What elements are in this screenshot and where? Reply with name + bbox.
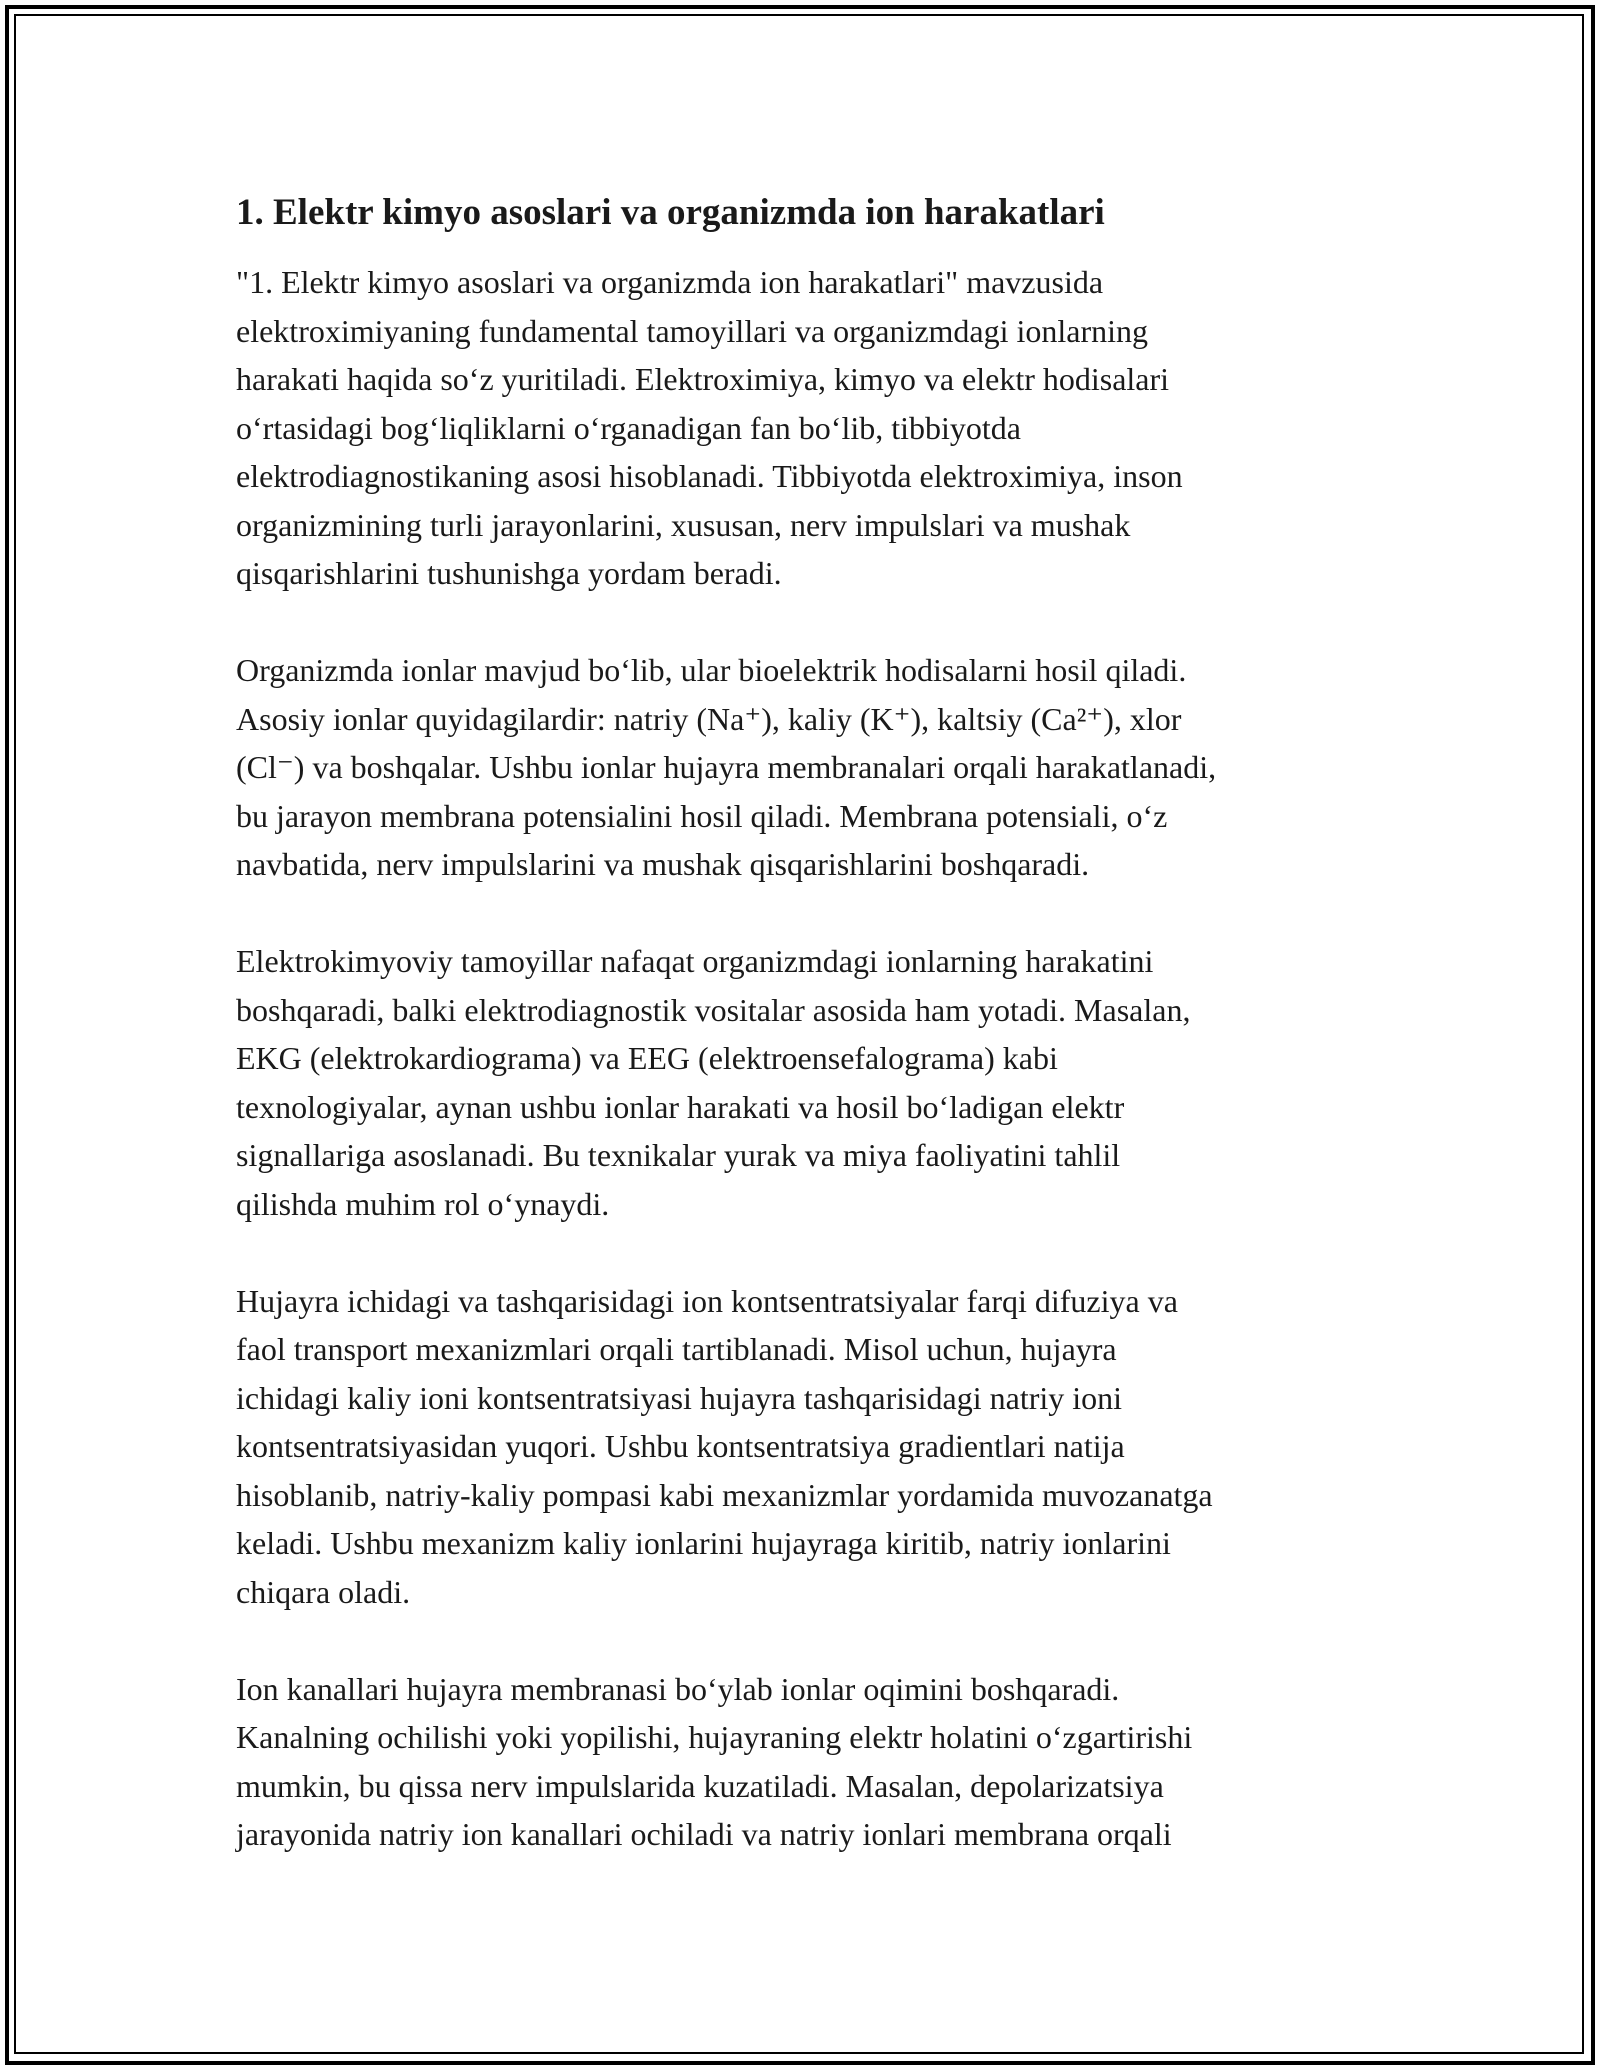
text-line: harakati haqida so‘z yuritiladi. Elektroximiya, kimyo va elektr hodisalari (236, 361, 1170, 397)
text-line: bu jarayon membrana potensialini hosil qiladi. Membrana potensiali, o‘z (236, 797, 1168, 834)
paragraph-list (236, 258, 1366, 1859)
text-line: organizmining turli jarayonlarini, xususan, nerv impulslari va mushak (236, 506, 1131, 543)
text-line: elektrodiagnostikaning asosi hisoblanadi. Tibbiyotda elektroximiya, inson (236, 458, 1183, 494)
paragraph-2 (236, 646, 1366, 889)
text-line: elektroximiyaning fundamental tamoyillari va organizmdagi ionlarning (236, 312, 1149, 349)
text-line: jarayonida natriy ion kanallari ochiladi va natriy ionlari membrana orqali (236, 1816, 1172, 1852)
text-line: faol transport mexanizmlari orqali tartiblanadi. Misol uchun, hujayra (236, 1331, 1117, 1367)
text-line: "1. Elektr kimyo asoslari va organizmda ion harakatlari" mavzusida (236, 264, 1104, 300)
paragraph-5 (236, 1665, 1366, 1859)
text-line: mumkin, bu qissa nerv impulslarida kuzatiladi. Masalan, depolarizatsiya (236, 1767, 1164, 1804)
text-line: Kanalning ochilishi yoki yopilishi, hujayraning elektr holatini o‘zgartirishi (236, 1719, 1193, 1755)
text-line: EKG (elektrokardiograma) va EEG (elektroensefalograma) kabi (236, 1040, 1058, 1076)
text-line: Hujayra ichidagi va tashqarisidagi ion kontsentratsiyalar farqi difuziya va (236, 1282, 1178, 1319)
text-line: qilishda muhim rol o‘ynaydi. (236, 1185, 610, 1222)
text-line: navbatida, nerv impulslarini va mushak qisqarishlarini boshqaradi. (236, 846, 1090, 882)
text-line: boshqaradi, balki elektrodiagnostik vositalar asosida ham yotadi. Masalan, (236, 991, 1191, 1028)
text-line: hisoblanib, natriy-kaliy pompasi kabi mexanizmlar yordamida muvozanatga (236, 1476, 1213, 1513)
text-line: keladi. Ushbu mexanizm kaliy ionlarini hujayraga kiritib, natriy ionlarini (236, 1525, 1171, 1561)
paragraph-3 (236, 937, 1366, 1228)
text-line: chiqara oladi. (236, 1573, 411, 1610)
document-body (236, 188, 1366, 1907)
text-line: Ion kanallari hujayra membranasi bo‘ylab ionlar oqimini boshqaradi. (236, 1670, 1120, 1707)
paragraph-1 (236, 258, 1366, 598)
text-line: (Cl⁻) va boshqalar. Ushbu ionlar hujayra membranalari orqali harakatlanadi, (236, 749, 1217, 785)
text-line: Organizmda ionlar mavjud bo‘lib, ular bioelektrik hodisalarni hosil qiladi. (236, 652, 1187, 688)
text-line: Elektrokimyoviy tamoyillar nafaqat organizmdagi ionlarning harakatini (236, 943, 1154, 979)
text-line: Asosiy ionlar quyidagilardir: natriy (Na⁺), kaliy (K⁺), kaltsiy (Ca²⁺), xlor (236, 700, 1182, 737)
text-line: o‘rtasidagi bog‘liqliklarni o‘rganadigan fan bo‘lib, tibbiyotda (236, 409, 1021, 446)
text-line: qisqarishlarini tushunishga yordam beradi. (236, 555, 782, 591)
page-title: 1. Elektr kimyo asoslari va organizmda ion harakatlari (236, 192, 1105, 233)
text-line: texnologiyalar, aynan ushbu ionlar harakati va hosil bo‘ladigan elektr (236, 1088, 1125, 1125)
text-line: signallariga asoslanadi. Bu texnikalar yurak va miya faoliyatini tahlil (236, 1137, 1121, 1173)
text-line: kontsentratsiyasidan yuqori. Ushbu kontsentratsiya gradientlari natija (236, 1428, 1125, 1464)
paragraph-4 (236, 1277, 1366, 1617)
text-line: ichidagi kaliy ioni kontsentratsiyasi hujayra tashqarisidagi natriy ioni (236, 1379, 1123, 1416)
